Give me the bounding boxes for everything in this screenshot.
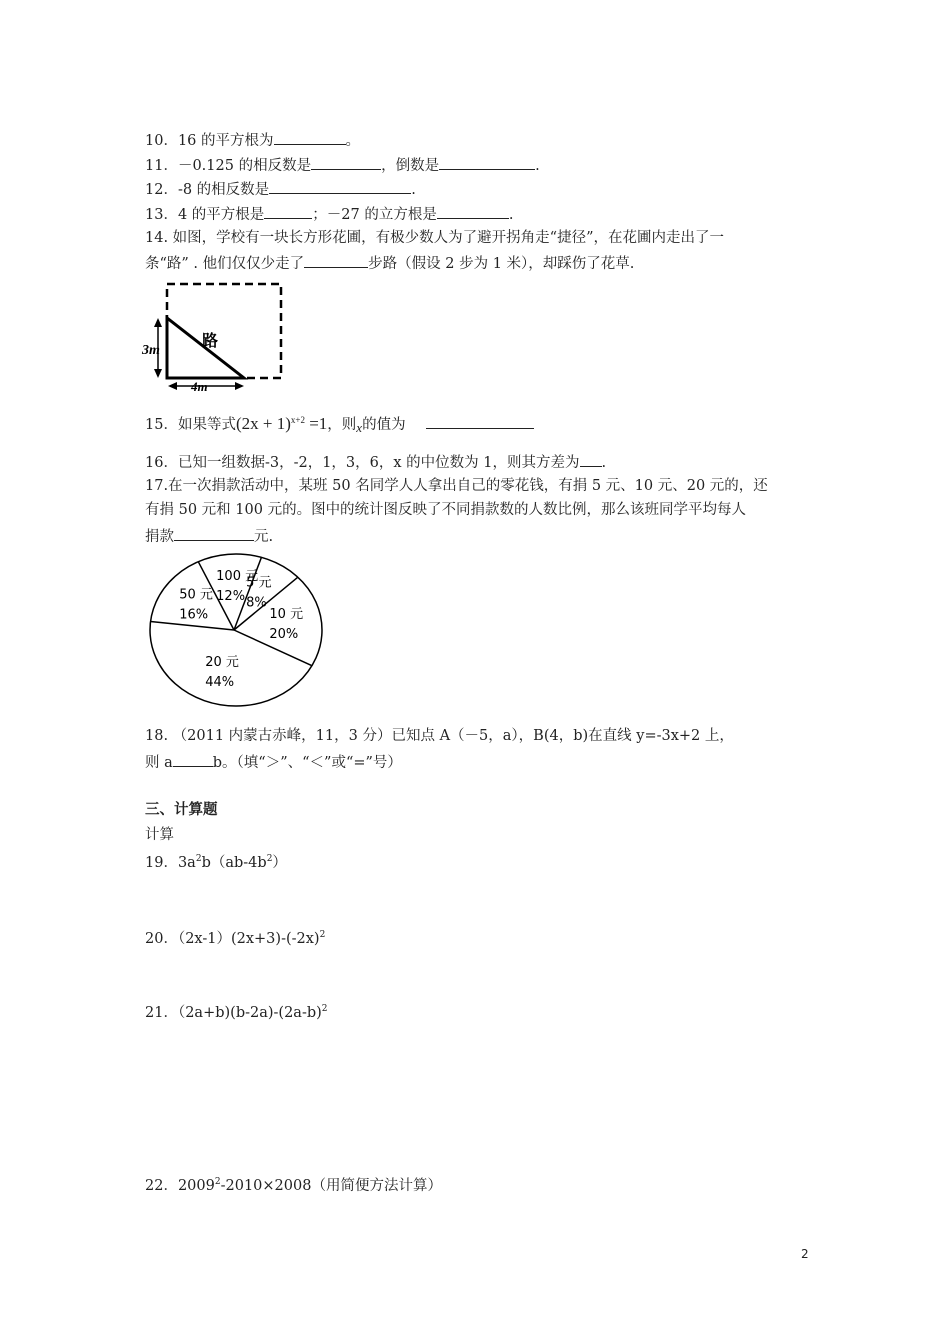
question-17-line1: 17.在一次捐款活动中，某班 50 名同学人人拿出自己的零花钱，有捐 5 元、10 元、20 元的，还 bbox=[145, 478, 768, 494]
arrow-head-up bbox=[154, 318, 162, 327]
arrow-head-left bbox=[168, 382, 177, 390]
pie-percent-label: 20% bbox=[269, 626, 299, 642]
answer-blank bbox=[174, 525, 254, 541]
question-14-line1: 14. 如图，学校有一块长方形花圃，有极少数人为了避开拐角走“捷径”，在花圃内走出了一 bbox=[145, 230, 724, 246]
pie-percent-label: 44% bbox=[205, 675, 235, 691]
answer-blank bbox=[304, 252, 368, 268]
pie-percent-label: 12% bbox=[216, 589, 246, 605]
answer-blank bbox=[311, 154, 381, 170]
answer-blank bbox=[426, 413, 534, 429]
question-18-line1: 18. （2011 内蒙古赤峰，11，3 分）已知点 A（－5，a），B(4，b)在直线 y=-3x+2 上， bbox=[145, 728, 734, 744]
section-subtitle: 计算 bbox=[145, 827, 174, 843]
question-19: 19．$3a^2b(ab-4b^2)$ bbox=[145, 854, 287, 871]
answer-blank bbox=[439, 154, 535, 170]
width-label: 4m bbox=[191, 379, 208, 394]
pie-category-label: 5 元 bbox=[246, 575, 272, 591]
question-20: 20．$(2x-1)(2x+3)-(-2x)^2$ bbox=[145, 930, 326, 947]
question-21: 21．$(2a+b)(b-2a)-(2a-b)^2$ bbox=[145, 1004, 328, 1021]
question-13: 13．4 的平方根是 ；－27 的立方根是 . bbox=[145, 203, 513, 225]
answer-blank bbox=[274, 129, 346, 145]
question-11: 11．－0.125 的相反数是 ，倒数是 . bbox=[145, 154, 540, 176]
pie-percent-label: 8% bbox=[246, 595, 267, 611]
question-18-line2: 则 a b。（填“＞”、“＜”或“=”号） bbox=[145, 751, 402, 773]
donation-pie-chart bbox=[148, 548, 324, 708]
page-number: 2 bbox=[801, 1247, 809, 1261]
question-17-line3: 捐款 元. bbox=[145, 525, 273, 547]
arrow-head-right bbox=[235, 382, 244, 390]
answer-blank bbox=[437, 203, 509, 219]
pie-category-label: 100 元 bbox=[216, 569, 259, 585]
garden-figure bbox=[140, 280, 290, 395]
answer-blank bbox=[580, 451, 602, 467]
question-10: 10．16 的平方根为 。 bbox=[145, 129, 360, 151]
question-17-line2: 有捐 50 元和 100 元的。图中的统计图反映了不同捐款数的人数比例，那么该班同学平均每人 bbox=[145, 502, 747, 518]
answer-blank bbox=[264, 203, 312, 219]
pie-category-label: 20 元 bbox=[205, 655, 239, 671]
pie-category-label: 50 元 bbox=[179, 587, 213, 603]
pie-percent-label: 16% bbox=[179, 607, 209, 623]
equation: $(2x + 1)^{x+2} =1$ bbox=[235, 414, 328, 433]
path-label: 路 bbox=[202, 331, 219, 350]
section-title: 三、计算题 bbox=[145, 801, 218, 818]
answer-blank bbox=[269, 178, 411, 194]
pie-category-label: 10 元 bbox=[269, 606, 304, 622]
pie-slice-3 bbox=[151, 622, 234, 630]
answer-blank bbox=[173, 751, 213, 767]
height-label: 3m bbox=[142, 343, 160, 358]
question-16: 16．已知一组数据-3，-2，1，3，6，x 的中位数为 1，则其方差为 . bbox=[145, 451, 606, 473]
question-14-line2: 条“路” . 他们仅仅少走了 步路（假设 2 步为 1 米），却踩伤了花草. bbox=[145, 252, 634, 274]
question-12: 12．-8 的相反数是 . bbox=[145, 178, 416, 200]
question-15: 15．如果等式$(2x + 1)^{x+2} =1$，则x的值为 bbox=[145, 406, 534, 442]
question-22: 22．$2009^2-2010\times 2008$（用简便方法计算） bbox=[145, 1177, 442, 1194]
arrow-head-down bbox=[154, 369, 162, 378]
